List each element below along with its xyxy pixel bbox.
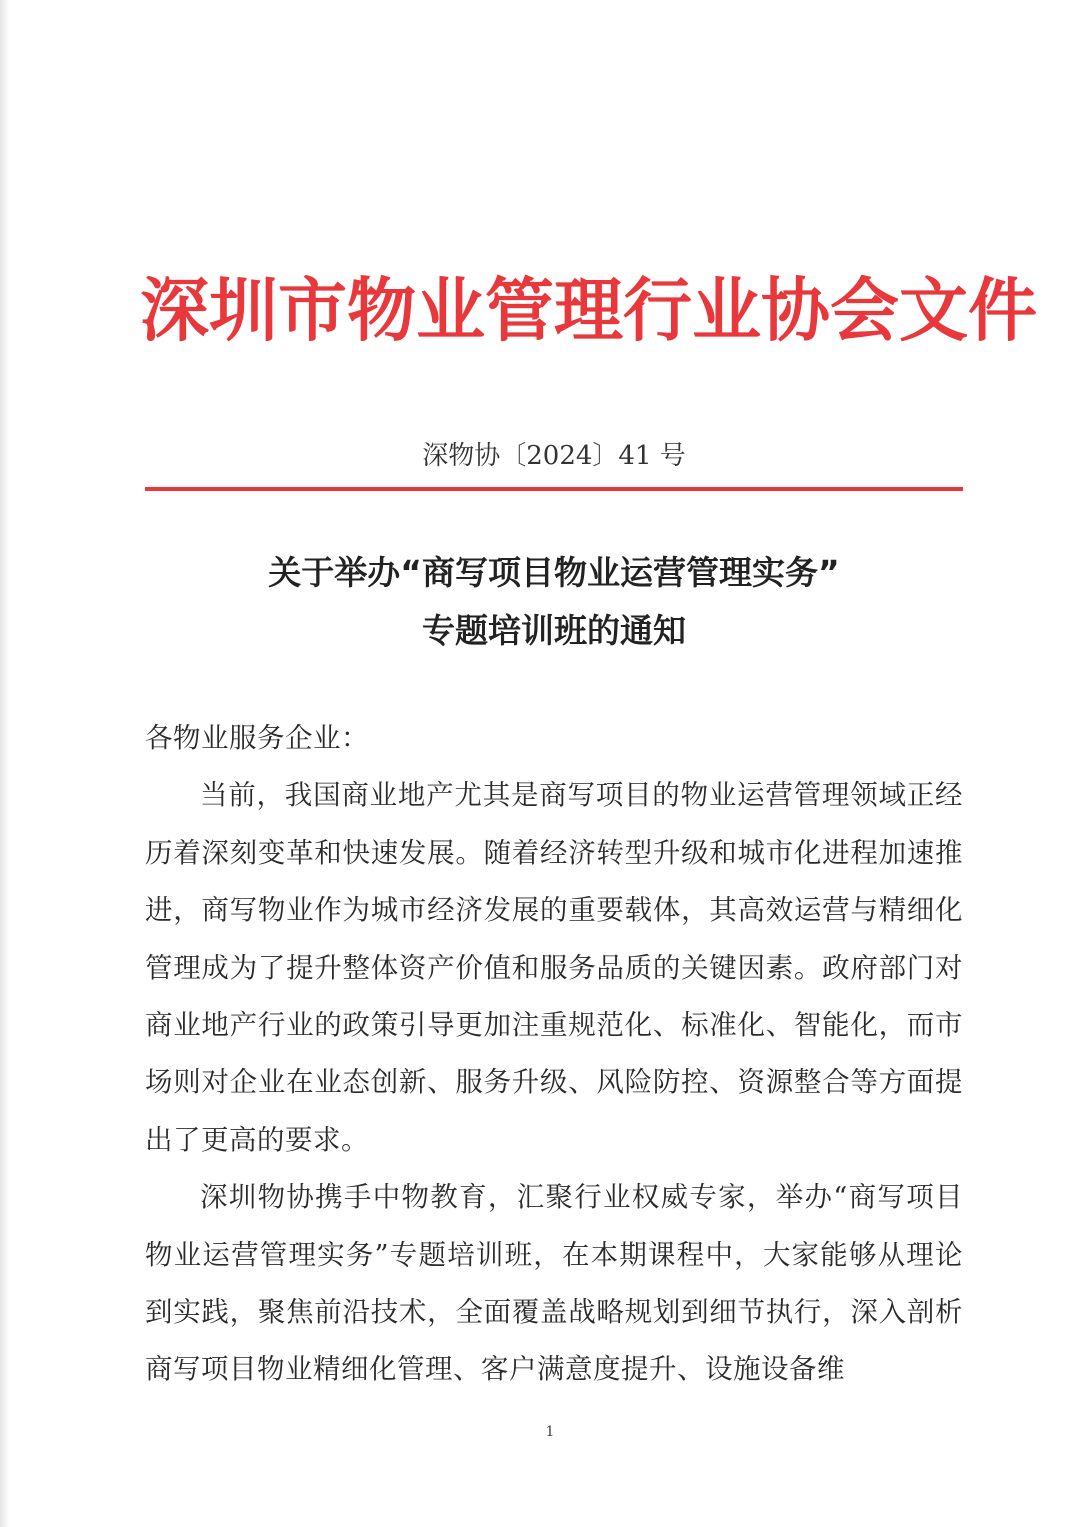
notice-title-line-2: 专题培训班的通知	[422, 611, 686, 650]
red-divider-line	[145, 487, 963, 491]
document-number: 深物协〔2024〕41 号	[422, 441, 686, 471]
page-edge-shadow	[0, 0, 10, 1527]
page-number: 1	[545, 1424, 555, 1440]
notice-title	[145, 544, 963, 660]
salutation: 各物业服务企业：	[145, 722, 369, 754]
body-paragraph-2: 深圳物协携手中物教育，汇聚行业权威专家，举办“商写项目物业运营管理实务”专题培训班，在本期课程中，大家能够从理论到实践，聚焦前沿技术，全面覆盖战略规划到细节执行，深入剖析商写项目物业精细化管理、客户满意度提升、设施设备维	[145, 1181, 963, 1386]
masthead-title: 深圳市物业管理行业协会文件	[140, 271, 1037, 351]
document-body	[145, 710, 963, 1399]
notice-title-line-1: 关于举办“商写项目物业运营管理实务”	[268, 553, 840, 592]
body-paragraph-1: 当前，我国商业地产尤其是商写项目的物业运营管理领域正经历着深刻变革和快速发展。随着经济转型升级和城市化进程加速推进，商写物业作为城市经济发展的重要载体，其高效运营与精细化管理成为了提升整体资产价值和服务品质的关键因素。政府部门对商业地产行业的政策引导更加注重规范化、标准化、智能化，而市场则对企业在业态创新、服务升级、风险防控、资源整合等方面提出了更高的要求。	[145, 779, 963, 1156]
